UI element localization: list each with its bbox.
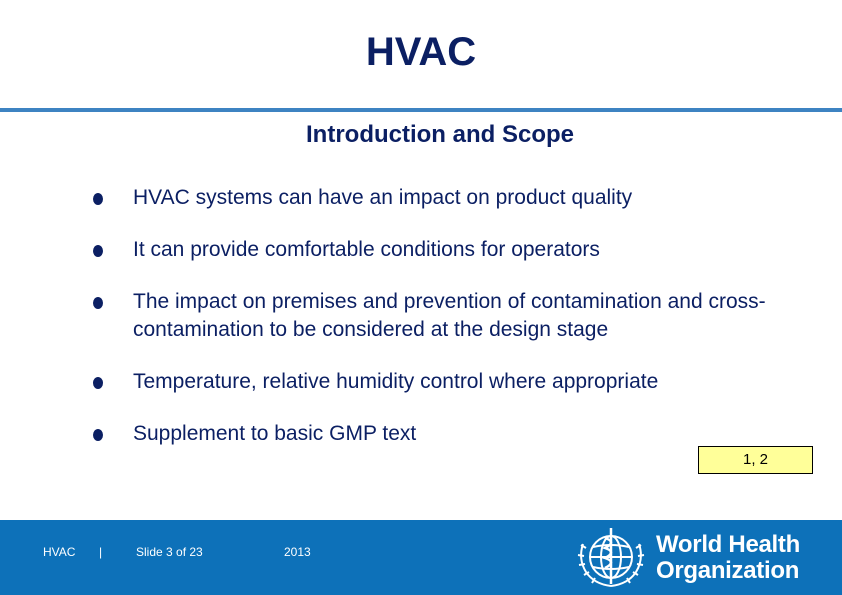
bullet-item xyxy=(93,184,813,212)
footer-slide-number: Slide 3 of 23 xyxy=(136,545,203,559)
bullet-item xyxy=(93,288,813,344)
bullet-item xyxy=(93,420,813,448)
title-divider xyxy=(0,108,842,112)
who-logo-text xyxy=(656,532,800,584)
bullet-text: Supplement to basic GMP text xyxy=(133,422,417,445)
footer-bar xyxy=(0,520,842,595)
footer-year: 2013 xyxy=(284,545,311,559)
reference-box: 1, 2 xyxy=(698,446,813,474)
slide-title: HVAC xyxy=(365,30,477,74)
bullet-item xyxy=(93,236,813,264)
bullet-list xyxy=(93,184,813,472)
slide-subtitle: Introduction and Scope xyxy=(306,121,574,148)
bullet-dot-icon xyxy=(93,429,103,441)
who-logo xyxy=(572,524,832,590)
bullet-item xyxy=(93,368,813,396)
bullet-dot-icon xyxy=(93,193,103,205)
bullet-text: Temperature, relative humidity control where appropriate xyxy=(133,370,659,393)
bullet-dot-icon xyxy=(93,377,103,389)
bullet-dot-icon xyxy=(93,245,103,257)
who-logo-line2: Organization xyxy=(656,557,800,584)
bullet-text: It can provide comfortable conditions for operators xyxy=(133,238,600,261)
footer-label: HVAC xyxy=(43,545,76,559)
bullet-text: The impact on premises and prevention of contamination and cross-contamination to be considered at the design stage xyxy=(133,290,766,341)
who-logo-line1: World Health xyxy=(656,531,800,558)
who-emblem-icon xyxy=(572,524,650,590)
footer-separator: | xyxy=(99,545,103,559)
bullet-text: HVAC systems can have an impact on product quality xyxy=(133,186,633,209)
bullet-dot-icon xyxy=(93,297,103,309)
